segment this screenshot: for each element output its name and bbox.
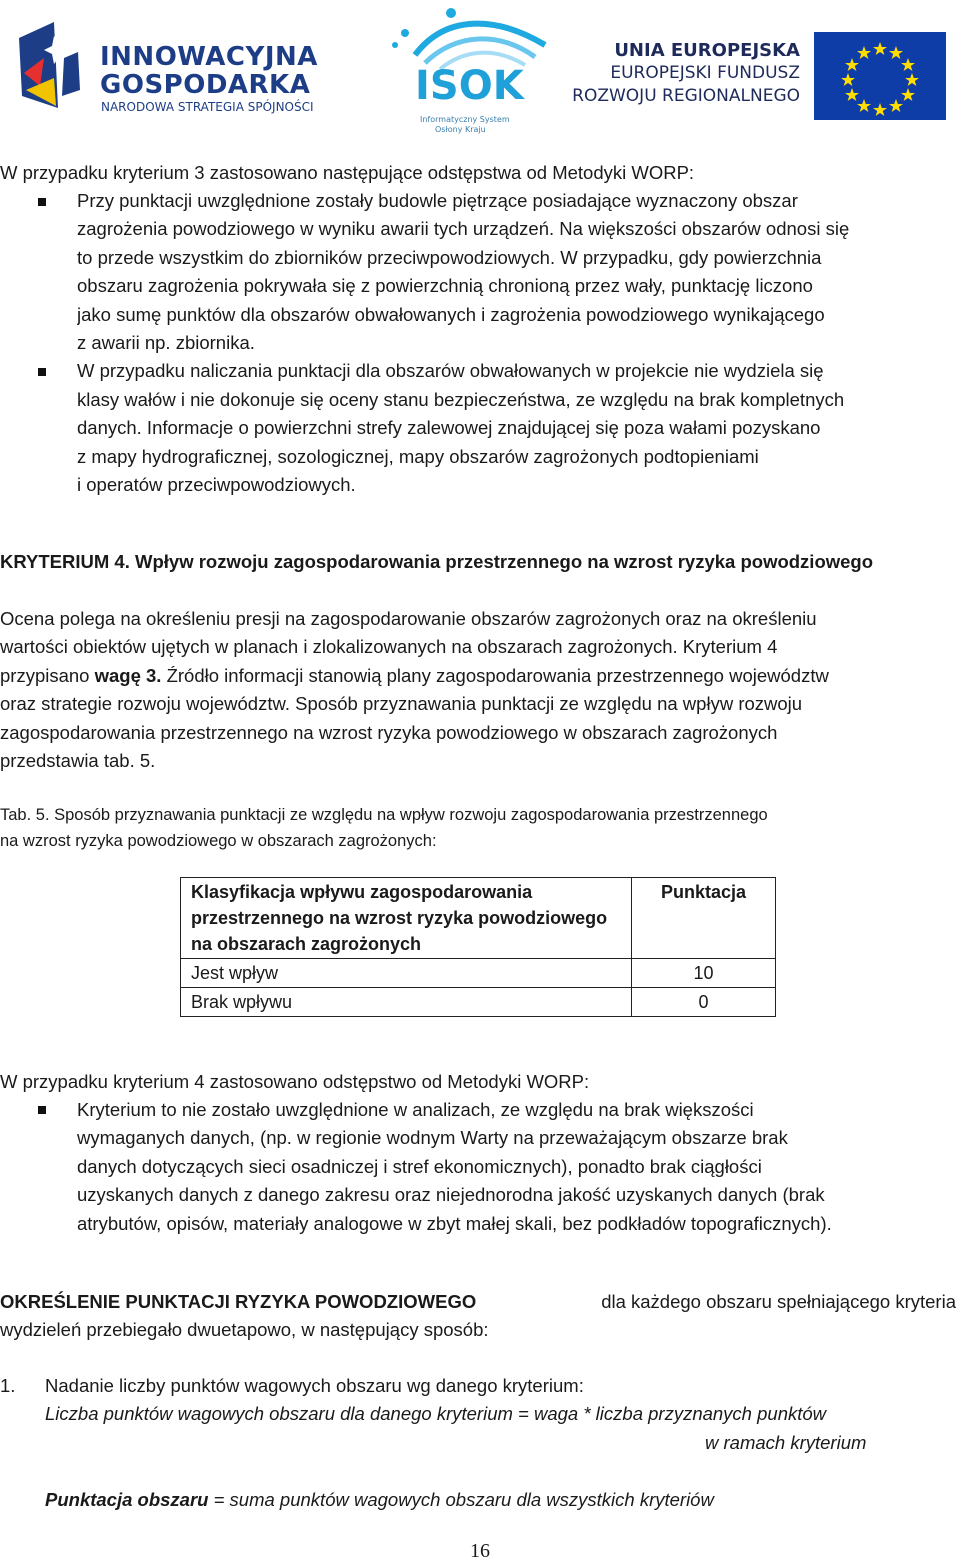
s2-b1-line: uzyskanych danych z danego zakresu oraz niejednorodna jakość uzyskanych danych (brak bbox=[77, 1184, 825, 1205]
s2-b1-line: atrybutów, opisów, materiały analogowe w zbyt małej skali, bez podkładów topograficznych). bbox=[77, 1213, 832, 1234]
table-caption-line2: na wzrost ryzyka powodziowego w obszarach zagrożonych: bbox=[0, 832, 437, 850]
table-caption-line1: Tab. 5. Sposób przyznawania punktacji ze względu na wpływ rozwoju zagospodarowania przestrzennego bbox=[0, 806, 768, 824]
table-cell-value: 10 bbox=[632, 959, 776, 988]
table-row bbox=[181, 959, 776, 988]
isok-logo bbox=[385, 5, 555, 135]
s2-b1-line: wymaganych danych, (np. w regionie wodnym Warty na przeważającym obszarze brak bbox=[77, 1127, 788, 1148]
ig-title-line2: GOSPODARKA bbox=[100, 70, 311, 100]
s1-b1-line: Przy punktacji uwzględnione zostały budowle piętrzące posiadające wyznaczony obszar bbox=[77, 190, 798, 211]
k4-paragraph-line bbox=[0, 662, 956, 690]
section3-bold-lead: OKREŚLENIE PUNKTACJI RYZYKA POWODZIOWEGO bbox=[0, 1291, 477, 1312]
isok-tagline-line1: Informatyczny System bbox=[420, 115, 510, 124]
bullet-marker bbox=[38, 368, 46, 376]
table-cell-value: 0 bbox=[632, 988, 776, 1017]
section1-intro: W przypadku kryterium 3 zastosowano następujące odstępstwa od Metodyki WORP: bbox=[0, 162, 695, 183]
isok-tagline-line2: Osłony Kraju bbox=[435, 125, 486, 134]
s1-b1-line: to przede wszystkim do zbiorników przeciwpowodziowych. W przypadku, gdy powierzchnia bbox=[77, 247, 822, 268]
list-item-number: 1. bbox=[0, 1375, 16, 1396]
k4-paragraph-line: wartości obiektów ujętych w planach i zlokalizowanych na obszarach zagrożonych. Kryterium 4 bbox=[0, 636, 778, 657]
eu-logo bbox=[570, 30, 950, 122]
ig-title-line1: INNOWACYJNA bbox=[100, 42, 318, 72]
ig-subtitle: NARODOWA STRATEGIA SPÓJNOŚCI bbox=[101, 100, 314, 114]
eu-line1: UNIA EUROPEJSKA bbox=[614, 40, 800, 61]
page-number: 16 bbox=[470, 1540, 490, 1562]
table-cell-label: Brak wpływu bbox=[181, 988, 632, 1017]
s1-b2-line: W przypadku naliczania punktacji dla obszarów obwałowanych w projekcie nie wydziela się bbox=[77, 360, 824, 381]
section3-line1 bbox=[0, 1288, 956, 1316]
list-item-text: Nadanie liczby punktów wagowych obszaru wg danego kryterium: bbox=[45, 1375, 584, 1396]
eu-flag-icon bbox=[814, 32, 946, 120]
table-header-classification: Klasyfikacja wpływu zagospodarowania przestrzennego na wzrost ryzyka powodziowego na obszarach zagrożonych bbox=[181, 878, 632, 959]
bullet-marker bbox=[38, 1106, 46, 1114]
s1-b2-line: z mapy hydrograficznej, sozologicznej, mapy obszarów zagrożonych podtopieniami bbox=[77, 446, 759, 467]
k4-waga: wagę 3. bbox=[94, 665, 162, 686]
bullet-marker bbox=[38, 198, 46, 206]
section3-line1-rest: dla każdego obszaru spełniającego kryteria bbox=[601, 1291, 956, 1312]
k4-paragraph-line: zagospodarowania przestrzennego na wzrost ryzyka powodziowego w obszarach zagrożonych bbox=[0, 722, 778, 743]
s2-b1-line: danych dotyczących sieci osadniczej i stref ekonomicznych), ponadto brak ciągłości bbox=[77, 1156, 762, 1177]
k4-przypisano: przypisano bbox=[0, 665, 90, 686]
k4-zrodlo: Źródło informacji stanowią plany zagospodarowania przestrzennego województw bbox=[166, 665, 829, 686]
s1-b1-line: zagrożenia powodziowego w wyniku awarii tych urządzeń. Na większości obszarów odnosi się bbox=[77, 218, 850, 239]
table-header-row bbox=[181, 878, 776, 959]
formula2 bbox=[45, 1486, 714, 1514]
table-5 bbox=[180, 877, 776, 1017]
section3-line2: wydzieleń przebiegało dwuetapowo, w następujący sposób: bbox=[0, 1319, 489, 1340]
ig-emblem-icon bbox=[14, 18, 84, 114]
kryterium4-heading-text: Wpływ rozwoju zagospodarowania przestrzennego na wzrost ryzyka powodziowego bbox=[135, 551, 874, 572]
table-cell-label: Jest wpływ bbox=[181, 959, 632, 988]
formula1-line2: w ramach kryterium bbox=[705, 1432, 867, 1453]
s1-b1-line: jako sumę punktów dla obszarów obwałowanych i zagrożenia powodziowego wynikającego bbox=[77, 304, 825, 325]
k4-paragraph-line: Ocena polega na określeniu presji na zagospodarowanie obszarów zagrożonych oraz na określeniu bbox=[0, 608, 817, 629]
section2-intro: W przypadku kryterium 4 zastosowano odstępstwo od Metodyki WORP: bbox=[0, 1071, 590, 1092]
eu-line2: EUROPEJSKI FUNDUSZ bbox=[610, 63, 800, 83]
formula2-bold: Punktacja obszaru bbox=[45, 1489, 209, 1510]
formula2-rest: = suma punktów wagowych obszaru dla wszystkich kryteriów bbox=[213, 1489, 714, 1510]
s1-b1-line: z awarii np. zbiornika. bbox=[77, 332, 255, 353]
s1-b1-line: obszaru zagrożenia pokrywała się z powierzchnią chronioną przez wały, punktację liczono bbox=[77, 275, 813, 296]
k4-paragraph-line: oraz strategie rozwoju województw. Sposób przyznawania punktacji ze względu na wpływ rozwoju bbox=[0, 693, 803, 714]
s1-b2-line: i operatów przeciwpowodziowych. bbox=[77, 474, 356, 495]
table-row bbox=[181, 988, 776, 1017]
innowacyjna-gospodarka-logo bbox=[14, 18, 334, 118]
isok-name: ISOK bbox=[415, 63, 524, 109]
table-header-score: Punktacja bbox=[632, 878, 776, 959]
s1-b2-line: danych. Informacje o powierzchni strefy zalewowej znajdującej się poza wałami pozyskano bbox=[77, 417, 821, 438]
kryterium4-heading bbox=[0, 548, 873, 576]
k4-paragraph-line: przedstawia tab. 5. bbox=[0, 750, 156, 771]
formula1-line1: Liczba punktów wagowych obszaru dla danego kryterium = waga * liczba przyznanych punktów bbox=[45, 1403, 827, 1424]
kryterium4-heading-label: KRYTERIUM 4. bbox=[0, 551, 130, 572]
s2-b1-line: Kryterium to nie zostało uwzględnione w analizach, ze względu na brak większości bbox=[77, 1099, 754, 1120]
eu-line3: ROZWOJU REGIONALNEGO bbox=[572, 86, 800, 106]
s1-b2-line: klasy wałów i nie dokonuje się oceny stanu bezpieczeństwa, ze względu na brak kompletnych bbox=[77, 389, 845, 410]
